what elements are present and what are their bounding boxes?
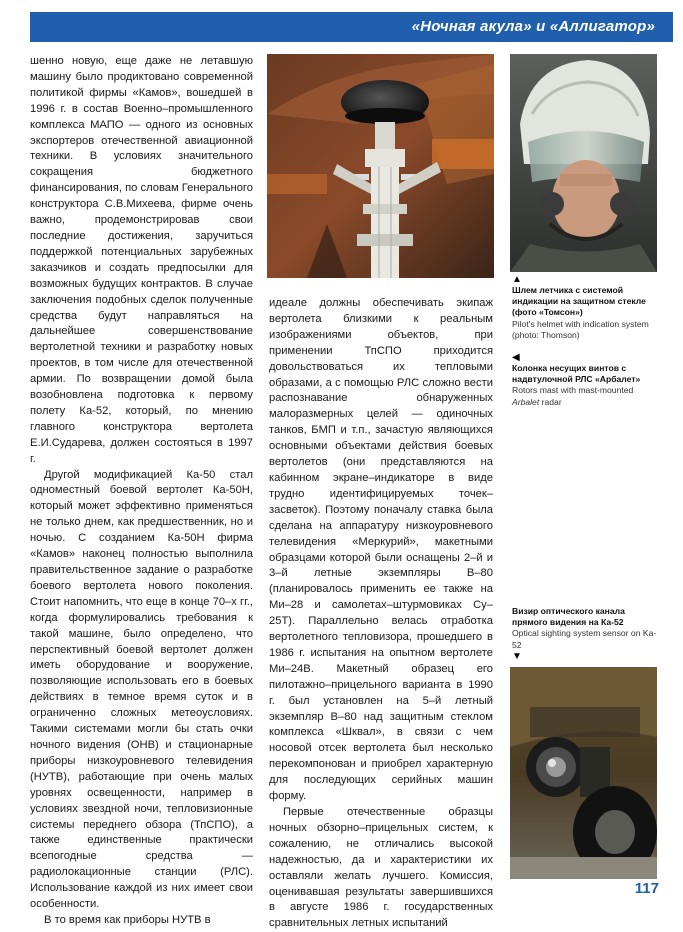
paragraph: Первые отечественные образцы ночных обзорно–прицельных систем, к сожалению, не отличались высокой надежностью, да и характеристики их оставляли желать лучшего. Комиссия, оценивавшая результаты завершившихся в августе 1986 г. государственных сравнительных летных испытаний xyxy=(269,806,493,930)
rotor-mast-illustration xyxy=(267,54,494,278)
photo-sighting-sensor xyxy=(510,667,657,879)
caption-en: Pilot's helmet with indication system (photo: Thomson) xyxy=(512,318,649,340)
paragraph: Другой модификацией Ка-50 стал одноместный боевой вертолет Ка-50Н, который может эффективно применяться не только днем, как предшественник, но и ночью. С созданием Ка-50Н фирма «Камов» наконец полностью выполнила правительственное задание о разработке боевого вертолета нового поколения. Стоит напомнить, что еще в конце 70–х гг., когда формулировались требования к такой машине, было определено, что перспективный боевой вертолет должен иметь оборудование и вооружение, позволяющие использовать его в боевых действиях в темное время суток и в ограниченно сложных метеоусловиях. Такими системами могли бы стать очки ночного видения (ОНВ) и стационарные приборы низкоуровневого телевидения (НУТВ), работающие при очень малых уровнях освещенности, например в условиях звездной ночи, тепловизионные системы переднего обзора (ТпСПО), а также единственные практически всепогодные средства — радиолокационные станции (РЛС). Использование каждой из них имеет свои особенности. xyxy=(30,468,253,911)
caption-ru: Шлем летчика с системой индикации на защитном стекле (фото «Томсон») xyxy=(512,285,646,318)
caption-helmet xyxy=(512,274,662,341)
page-header-title: «Ночная акула» и «Аллигатор» xyxy=(411,18,655,35)
sighting-sensor-illustration xyxy=(510,667,657,879)
caption-en-text: Rotors mast with mast-mounted xyxy=(512,385,634,396)
caption-mast xyxy=(512,352,662,408)
page-number: 117 xyxy=(634,880,659,897)
caption-en: Optical sighting system sensor on Ka-52 xyxy=(512,628,657,650)
caption-en-italic: Arbalet xyxy=(512,396,540,407)
arrow-down-icon: ▼ xyxy=(512,650,522,662)
header-band xyxy=(30,12,673,42)
caption-ru: Визир оптического канала прямого видения на Ка-52 xyxy=(512,606,625,628)
caption-en-text: radar xyxy=(539,396,562,407)
paragraph: идеале должны обеспечивать экипаж вертолета близкими к реальным изображениями объектов, при применении ТпСПО приходится довольствоваться их тепловыми образами, а с помощью РЛС сложно вести распознавание обнаруженных малоразмерных целей — одиночных танков, БМП и т.п., зачастую являющихся основными объектами действия боевых вертолетов (они представляются на кабинном экране–индикаторе в виде трудно идентифицируемых точек–засветок). Поэтому поначалу ставка была сделана на аппаратуру низкоуровневого телевидения «Меркурий», макетными образцами которой были оснащены 2–й и 3–й летные экземпляры В–80 (планировалось применить ее также на Ми–28 и самолетах–штурмовиках Су–25Т). Параллельно велась отработка вертолетного тепловизора, прошедшего в 1986 г. испытания на опытном вертолете Ми–24В. Макетный образец его пилотажно–прицельного варианта в 1990 г. был установлен на 5–й летный экземпляр В–80 над защитным стеклом комплекса «Шквал», в связи с чем носовой отсек вертолета был несколько перекомпонован и приобрел характерную для последующих серийных машин форму. xyxy=(269,297,493,803)
pilot-helmet-illustration xyxy=(510,54,657,272)
caption-sensor xyxy=(512,606,662,662)
arrow-up-icon: ▲ xyxy=(512,274,522,285)
paragraph: шенно новую, еще даже не летавшую машину было продиктовано современной политикой фирмы «Камов», вошедшей в 1996 г. в состав Военно–промышленного комплекса МАПО — одного из основных экспортеров отечественной авиационной техники. В условиях значительного сокращения бюджетного финансирования, по словам Генерального конструктора С.В.Михеева, фирме очень важно, продемонстрировав свои последние достижения, заручиться поддержкой потенциальных зарубежных заказчиков и создать предпосылки для возможных будущих контрактов. В случае заключения подобных сделок полученные средства будут направляться на дальнейшее совершенствование вертолетной техники и разработку новых проектов, в том числе для отечественной армии. По возвращении домой была возобновлена подготовка к первому полету Ка-52, который, по мнению главного конструктора вертолета Е.И.Сударева, должен состояться в 1997 г. xyxy=(30,55,253,465)
caption-en xyxy=(512,385,662,407)
photo-rotor-mast xyxy=(267,54,494,278)
photo-pilot-helmet xyxy=(510,54,657,272)
arrow-left-icon: ◀ xyxy=(512,352,520,363)
paragraph: В то время как приборы НУТВ в xyxy=(44,913,211,926)
text-column-2 xyxy=(269,296,493,932)
caption-ru: Колонка несущих винтов с надвтулочной РЛС «Арбалет» xyxy=(512,363,641,385)
text-column-1 xyxy=(30,54,253,929)
